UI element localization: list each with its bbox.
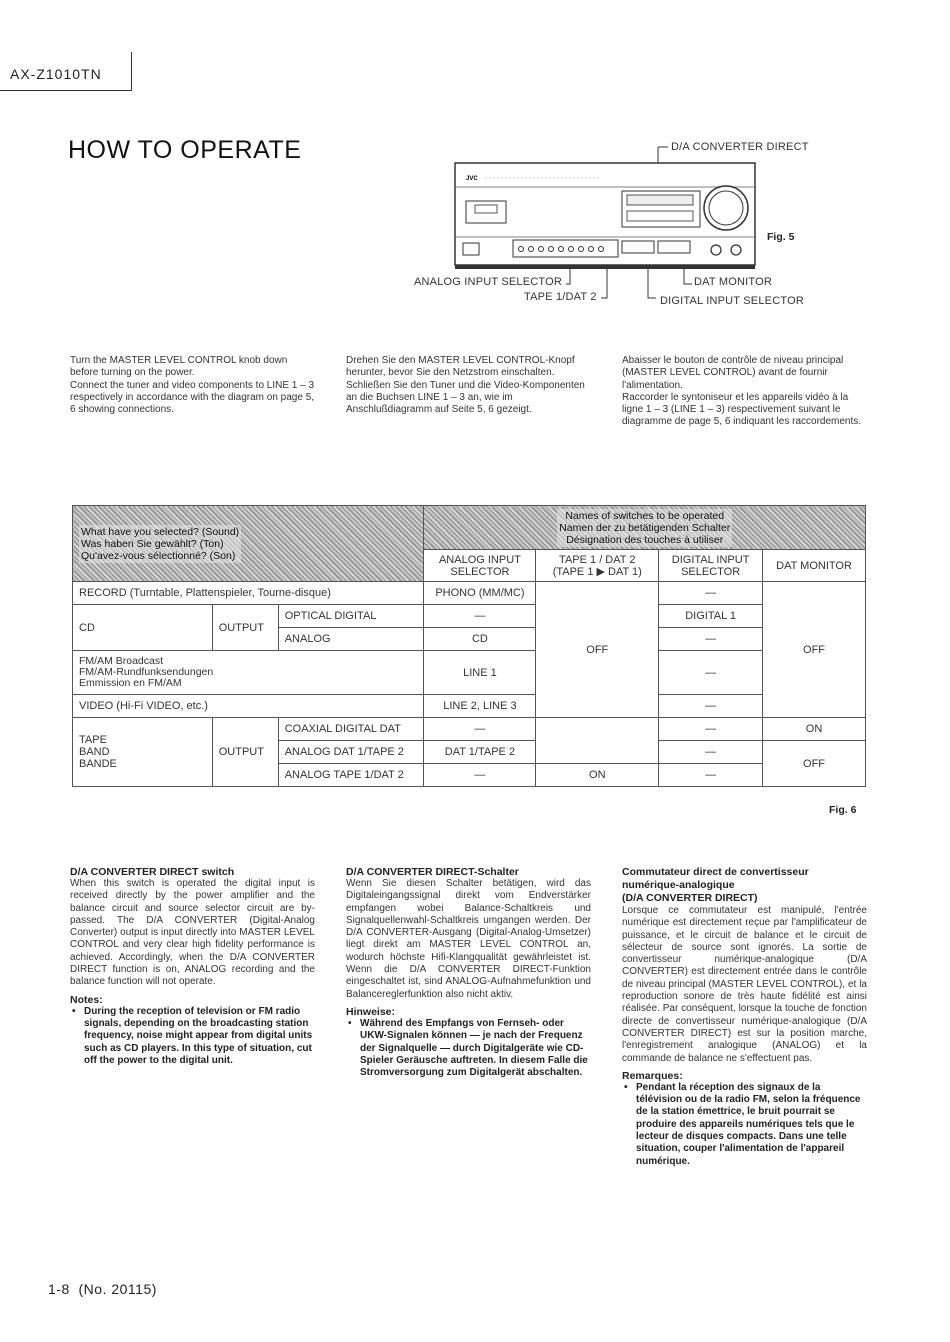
cd-output-label: OUTPUT: [212, 605, 278, 651]
tape-dat-off: OFF: [536, 582, 659, 718]
model-number: AX-Z1010TN: [10, 66, 102, 82]
intro-english: Turn the MASTER LEVEL CONTROL knob down before turning on the power. Connect the tuner and video components to LINE 1 – 3 respectively in accordance with the diagram on page 5, 6 showing connections.: [70, 355, 315, 416]
section-german: [346, 866, 591, 1079]
dat-monitor-off-upper: OFF: [763, 582, 866, 718]
page-title: HOW TO OPERATE: [68, 136, 302, 164]
section-english: [70, 866, 315, 1067]
col-header-dat-monitor: DAT MONITOR: [763, 550, 866, 582]
row-video-label: VIDEO (Hi-Fi VIDEO, etc.): [73, 695, 424, 718]
section-german-notes-title: Hinweise:: [346, 1005, 396, 1018]
section-french-notes-title: Remarques:: [622, 1069, 683, 1082]
page-number: 1-8 (No. 20115): [48, 1281, 157, 1297]
section-german-body: Wenn Sie diesen Schalter betätigen, wird das Digitaleingangssignal direkt vom Endverstärker empfangen wobei Balance-Schaltkreis und Signalquellenwahl-Schaltkreis umgangen werden. Der D/A CONVERTER-Ausgang (Digital-Analog-Umsetzer) liegt direkt am MASTER LEVEL CONTROL an, wodurch höchste Hifi-Klangqualität gewährleistet ist. Wenn die D/A CONVERTER DIRECT-Funktion eingeschaltet ist, sind ANALOG-Aufnahmefunktion und Balancereglerfunktion also nicht aktiv.: [346, 878, 591, 1000]
section-german-note: • Während des Empfangs von Fernseh- oder UKW-Signalen können — je nach der Frequenz der Signalquelle — durch Digitalgeräte wie CD-Spieler Geräusche auftreten. In diesem Falle die Stromversorgung zum Digitalgerät abschalten.: [360, 1018, 591, 1079]
table-question-text: What have you selected? (Sound) Was haben Sie gewählt? (Ton) Qu'avez-vous sélectionné? (Son): [81, 525, 240, 562]
record-digital-input: —: [659, 582, 763, 605]
analog-dat-analog-input: DAT 1/TAPE 2: [424, 741, 536, 764]
analog-dat-tape-dat: [536, 741, 659, 764]
operation-table: [72, 505, 866, 787]
intro-french: Abaisser le bouton de contrôle de niveau principal (MASTER LEVEL CONTROL) avant de fournir l'alimentation. Raccorder le syntoniseur et les appareils vidéo à la ligne 1 – 3 (LINE 1 – 3) respectivement suivant le diagramme de page 5, 6 indiquant les raccordements.: [622, 355, 862, 428]
intro-german: Drehen Sie den MASTER LEVEL CONTROL-Knopf herunter, bevor Sie den Netzstrom einschalten. Schließen Sie den Tuner und die Video-Komponenten an die Buchsen LINE 1 – 3 an, wie im Anschlußdiagramm auf Seite 5, 6 gezeigt.: [346, 355, 585, 416]
col-header-digital-input-selector: DIGITAL INPUT SELECTOR: [659, 550, 763, 582]
section-english-heading: D/A CONVERTER DIRECT switch: [70, 866, 235, 878]
section-french-note: • Pendant la réception des signaux de la télévision ou de la radio FM, selon la fréquence de la station émettrice, le bruit pourrait se produire des appareils numériques tels que le lecteur de disques compacts. Dans une telle situation, couper l'alimentation de l'appareil numérique.: [636, 1082, 867, 1168]
callout-da-converter-direct: D/A CONVERTER DIRECT: [671, 141, 809, 153]
cd-optical-analog-input: —: [424, 605, 536, 628]
row-cd-label: CD: [73, 605, 213, 651]
section-english-body: When this switch is operated the digital input is received directly by the power amplifier and the balance circuit and source selector circuit are by-passed. The D/A CONVERTER (Digital-Analog Converter) output is input directly into MASTER LEVEL CONTROL and very clear high fidelity performance is achieved. Accordingly, when the D/A CONVERTER DIRECT function is on, ANALOG recording and the balance function will not operate.: [70, 878, 315, 988]
tape-analog-dat: ANALOG DAT 1/TAPE 2: [278, 741, 424, 764]
cd-optical-digital-input: DIGITAL 1: [659, 605, 763, 628]
cd-analog-digital-input: —: [659, 628, 763, 651]
callout-tape-dat: TAPE 1/DAT 2: [524, 291, 597, 303]
figure-6-label: Fig. 6: [829, 804, 857, 816]
tape-coaxial-digital: COAXIAL DIGITAL DAT: [278, 718, 424, 741]
analog-tape-digital-input: —: [659, 764, 763, 787]
coaxial-digital-input: —: [659, 718, 763, 741]
tape-analog-tape: ANALOG TAPE 1/DAT 2: [278, 764, 424, 787]
video-analog-input: LINE 2, LINE 3: [424, 695, 536, 718]
coaxial-analog-input: —: [424, 718, 536, 741]
figure-5-label: Fig. 5: [767, 231, 795, 243]
fmam-analog-input: LINE 1: [424, 651, 536, 695]
section-english-note: • During the reception of television or FM radio signals, depending on the broadcasting station frequency, noise might appear from digital units such as CD players. In this type of situation, cut off the power to the digital unit.: [84, 1006, 315, 1067]
table-switches-header: [424, 506, 866, 550]
analog-tape-tape-dat: ON: [536, 764, 659, 787]
analog-tape-analog-input: —: [424, 764, 536, 787]
callout-digital-input-selector: DIGITAL INPUT SELECTOR: [660, 295, 804, 307]
col-header-tape-dat: TAPE 1 / DAT 2 (TAPE 1 ▶ DAT 1): [536, 550, 659, 582]
cd-analog-input: CD: [424, 628, 536, 651]
cd-analog: ANALOG: [278, 628, 424, 651]
coaxial-dat-monitor: ON: [763, 718, 866, 741]
section-french-body: Lorsque ce commutateur est manipulé, l'entrée numérique est directement reçue par l'amplificateur de puissance, et le circuit de balance et le circuit de sélecteur de source sont ignorés. La sortie de convertisseur numérique-analogique (D/A CONVERTER) est directement entrée dans le contrôle de niveau principal (MASTER LEVEL CONTROL), et la reproduction sonore de très haute fidélité est ainsi réalisée. Par conséquent, lorsque la touche de fonction directe de convertisseur numérique-analogique (D/A CONVERTER DIRECT) est sur la position marche, l'enregistrement analogique (ANALOG) et la commande de balance ne s'effectuent pas.: [622, 905, 867, 1064]
row-record-label: RECORD (Turntable, Plattenspieler, Tourne-disque): [73, 582, 424, 605]
coaxial-tape-dat: [536, 718, 659, 741]
brand-logo: JVC: [466, 176, 478, 182]
analog-dat-digital-input: —: [659, 741, 763, 764]
section-french: [622, 866, 867, 1168]
fmam-digital-input: —: [659, 651, 763, 695]
row-tape-label: TAPE BAND BANDE: [73, 718, 213, 787]
row-fmam-label: FM/AM Broadcast FM/AM-Rundfunksendungen Emmission en FM/AM: [73, 651, 424, 695]
table-question-header: [73, 506, 424, 582]
table-switches-text: Names of switches to be operated Namen der zu betätigenden Schalter Désignation des touches à utiliser: [559, 509, 731, 546]
tape-output-label: OUTPUT: [212, 718, 278, 787]
section-english-notes-title: Notes:: [70, 993, 103, 1006]
callout-analog-input-selector: ANALOG INPUT SELECTOR: [414, 276, 563, 288]
section-french-heading: Commutateur direct de convertisseur numérique-analogique (D/A CONVERTER DIRECT): [622, 866, 809, 904]
video-digital-input: —: [659, 695, 763, 718]
section-german-heading: D/A CONVERTER DIRECT-Schalter: [346, 866, 519, 878]
dat-monitor-off-lower: OFF: [763, 741, 866, 787]
col-header-analog-input-selector: ANALOG INPUT SELECTOR: [424, 550, 536, 582]
callout-dat-monitor: DAT MONITOR: [694, 276, 772, 288]
cd-optical-digital: OPTICAL DIGITAL: [278, 605, 424, 628]
record-analog-input: PHONO (MM/MC): [424, 582, 536, 605]
